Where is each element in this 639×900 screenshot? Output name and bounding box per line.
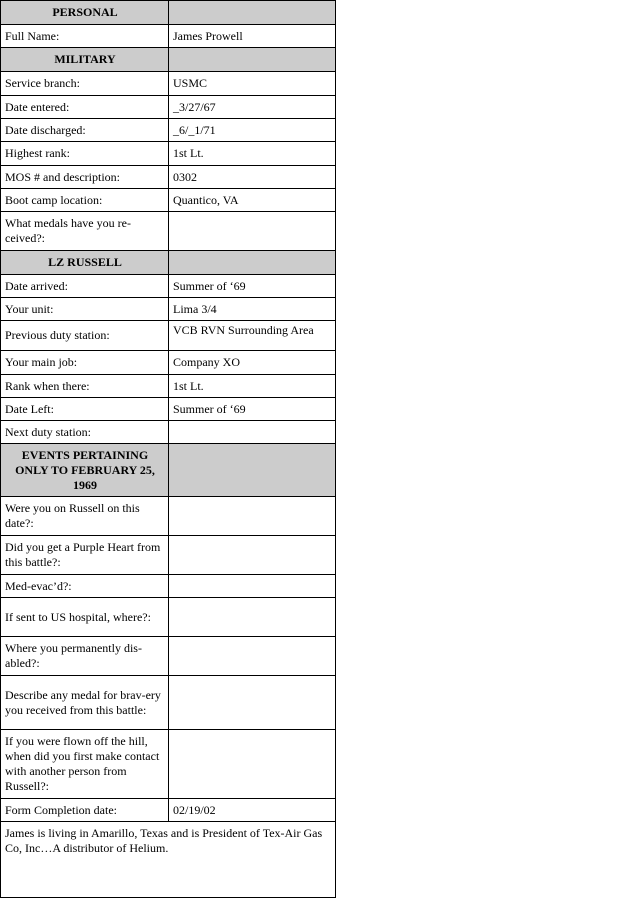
section-title: EVENTS PERTAINING ONLY TO FEBRUARY 25, 1969 bbox=[1, 444, 169, 497]
field-label: MOS # and description: bbox=[1, 166, 169, 189]
form-row bbox=[1, 637, 336, 676]
field-label: Boot camp location: bbox=[1, 189, 169, 212]
form-row bbox=[1, 25, 336, 48]
field-label: Previous duty station: bbox=[1, 321, 169, 351]
field-value: 1st Lt. bbox=[169, 142, 336, 166]
notes-text: James is living in Amarillo, Texas and is President of Tex-Air Gas Co, Inc…A distributor of Helium. bbox=[1, 822, 336, 898]
field-label: Service branch: bbox=[1, 72, 169, 96]
field-value: Summer of ‘69 bbox=[169, 275, 336, 298]
field-value: USMC bbox=[169, 72, 336, 96]
field-label: Rank when there: bbox=[1, 375, 169, 398]
field-label: If sent to US hospital, where?: bbox=[1, 598, 169, 637]
field-value: Summer of ‘69 bbox=[169, 398, 336, 421]
field-label: Your unit: bbox=[1, 298, 169, 321]
field-label: Next duty station: bbox=[1, 421, 169, 444]
form-row bbox=[1, 536, 336, 575]
field-value bbox=[169, 212, 336, 251]
field-label: Where you permanently dis-abled?: bbox=[1, 637, 169, 676]
field-value bbox=[169, 676, 336, 730]
field-label: Date entered: bbox=[1, 96, 169, 119]
field-value: Lima 3/4 bbox=[169, 298, 336, 321]
field-value bbox=[169, 598, 336, 637]
field-label: Your main job: bbox=[1, 351, 169, 375]
field-value: 0302 bbox=[169, 166, 336, 189]
form-row bbox=[1, 321, 336, 351]
notes-row bbox=[1, 822, 336, 898]
field-value bbox=[169, 497, 336, 536]
section-title: LZ RUSSELL bbox=[1, 251, 169, 275]
field-label: Date arrived: bbox=[1, 275, 169, 298]
field-value bbox=[169, 730, 336, 799]
section-header-military bbox=[1, 48, 336, 72]
form-row bbox=[1, 598, 336, 637]
form-row bbox=[1, 72, 336, 96]
form-row bbox=[1, 189, 336, 212]
form-row bbox=[1, 142, 336, 166]
field-value: _6/_1/71 bbox=[169, 119, 336, 142]
field-label: If you were flown off the hill, when did you first make contact with another person from Russell?: bbox=[1, 730, 169, 799]
field-value: 02/19/02 bbox=[169, 799, 336, 822]
field-value: Company XO bbox=[169, 351, 336, 375]
field-label: Med-evac’d?: bbox=[1, 575, 169, 598]
section-title: MILITARY bbox=[1, 48, 169, 72]
field-value bbox=[169, 637, 336, 676]
field-label: Were you on Russell on this date?: bbox=[1, 497, 169, 536]
section-title: PERSONAL bbox=[1, 1, 169, 25]
form-row bbox=[1, 275, 336, 298]
form-row bbox=[1, 96, 336, 119]
section-blank bbox=[169, 444, 336, 497]
section-blank bbox=[169, 1, 336, 25]
section-blank bbox=[169, 251, 336, 275]
form-row bbox=[1, 799, 336, 822]
form-row bbox=[1, 351, 336, 375]
field-value bbox=[169, 536, 336, 575]
field-label: What medals have you re-ceived?: bbox=[1, 212, 169, 251]
form-row bbox=[1, 166, 336, 189]
field-label: Full Name: bbox=[1, 25, 169, 48]
field-label: Date discharged: bbox=[1, 119, 169, 142]
field-label: Highest rank: bbox=[1, 142, 169, 166]
section-header-personal bbox=[1, 1, 336, 25]
form-row bbox=[1, 298, 336, 321]
section-header-events bbox=[1, 444, 336, 497]
field-value: VCB RVN Surrounding Area bbox=[169, 321, 336, 351]
form-row bbox=[1, 730, 336, 799]
form-row bbox=[1, 676, 336, 730]
field-value: Quantico, VA bbox=[169, 189, 336, 212]
form-row bbox=[1, 421, 336, 444]
form-row bbox=[1, 575, 336, 598]
form-row bbox=[1, 119, 336, 142]
field-label: Did you get a Purple Heart from this battle?: bbox=[1, 536, 169, 575]
field-label: Describe any medal for brav-ery you received from this battle: bbox=[1, 676, 169, 730]
field-label: Form Completion date: bbox=[1, 799, 169, 822]
field-value bbox=[169, 421, 336, 444]
form-row bbox=[1, 497, 336, 536]
section-blank bbox=[169, 48, 336, 72]
section-header-lz-russell bbox=[1, 251, 336, 275]
field-value bbox=[169, 575, 336, 598]
field-label: Date Left: bbox=[1, 398, 169, 421]
field-value: James Prowell bbox=[169, 25, 336, 48]
field-value: _3/27/67 bbox=[169, 96, 336, 119]
form-row bbox=[1, 398, 336, 421]
form-row bbox=[1, 212, 336, 251]
field-value: 1st Lt. bbox=[169, 375, 336, 398]
form-row bbox=[1, 375, 336, 398]
